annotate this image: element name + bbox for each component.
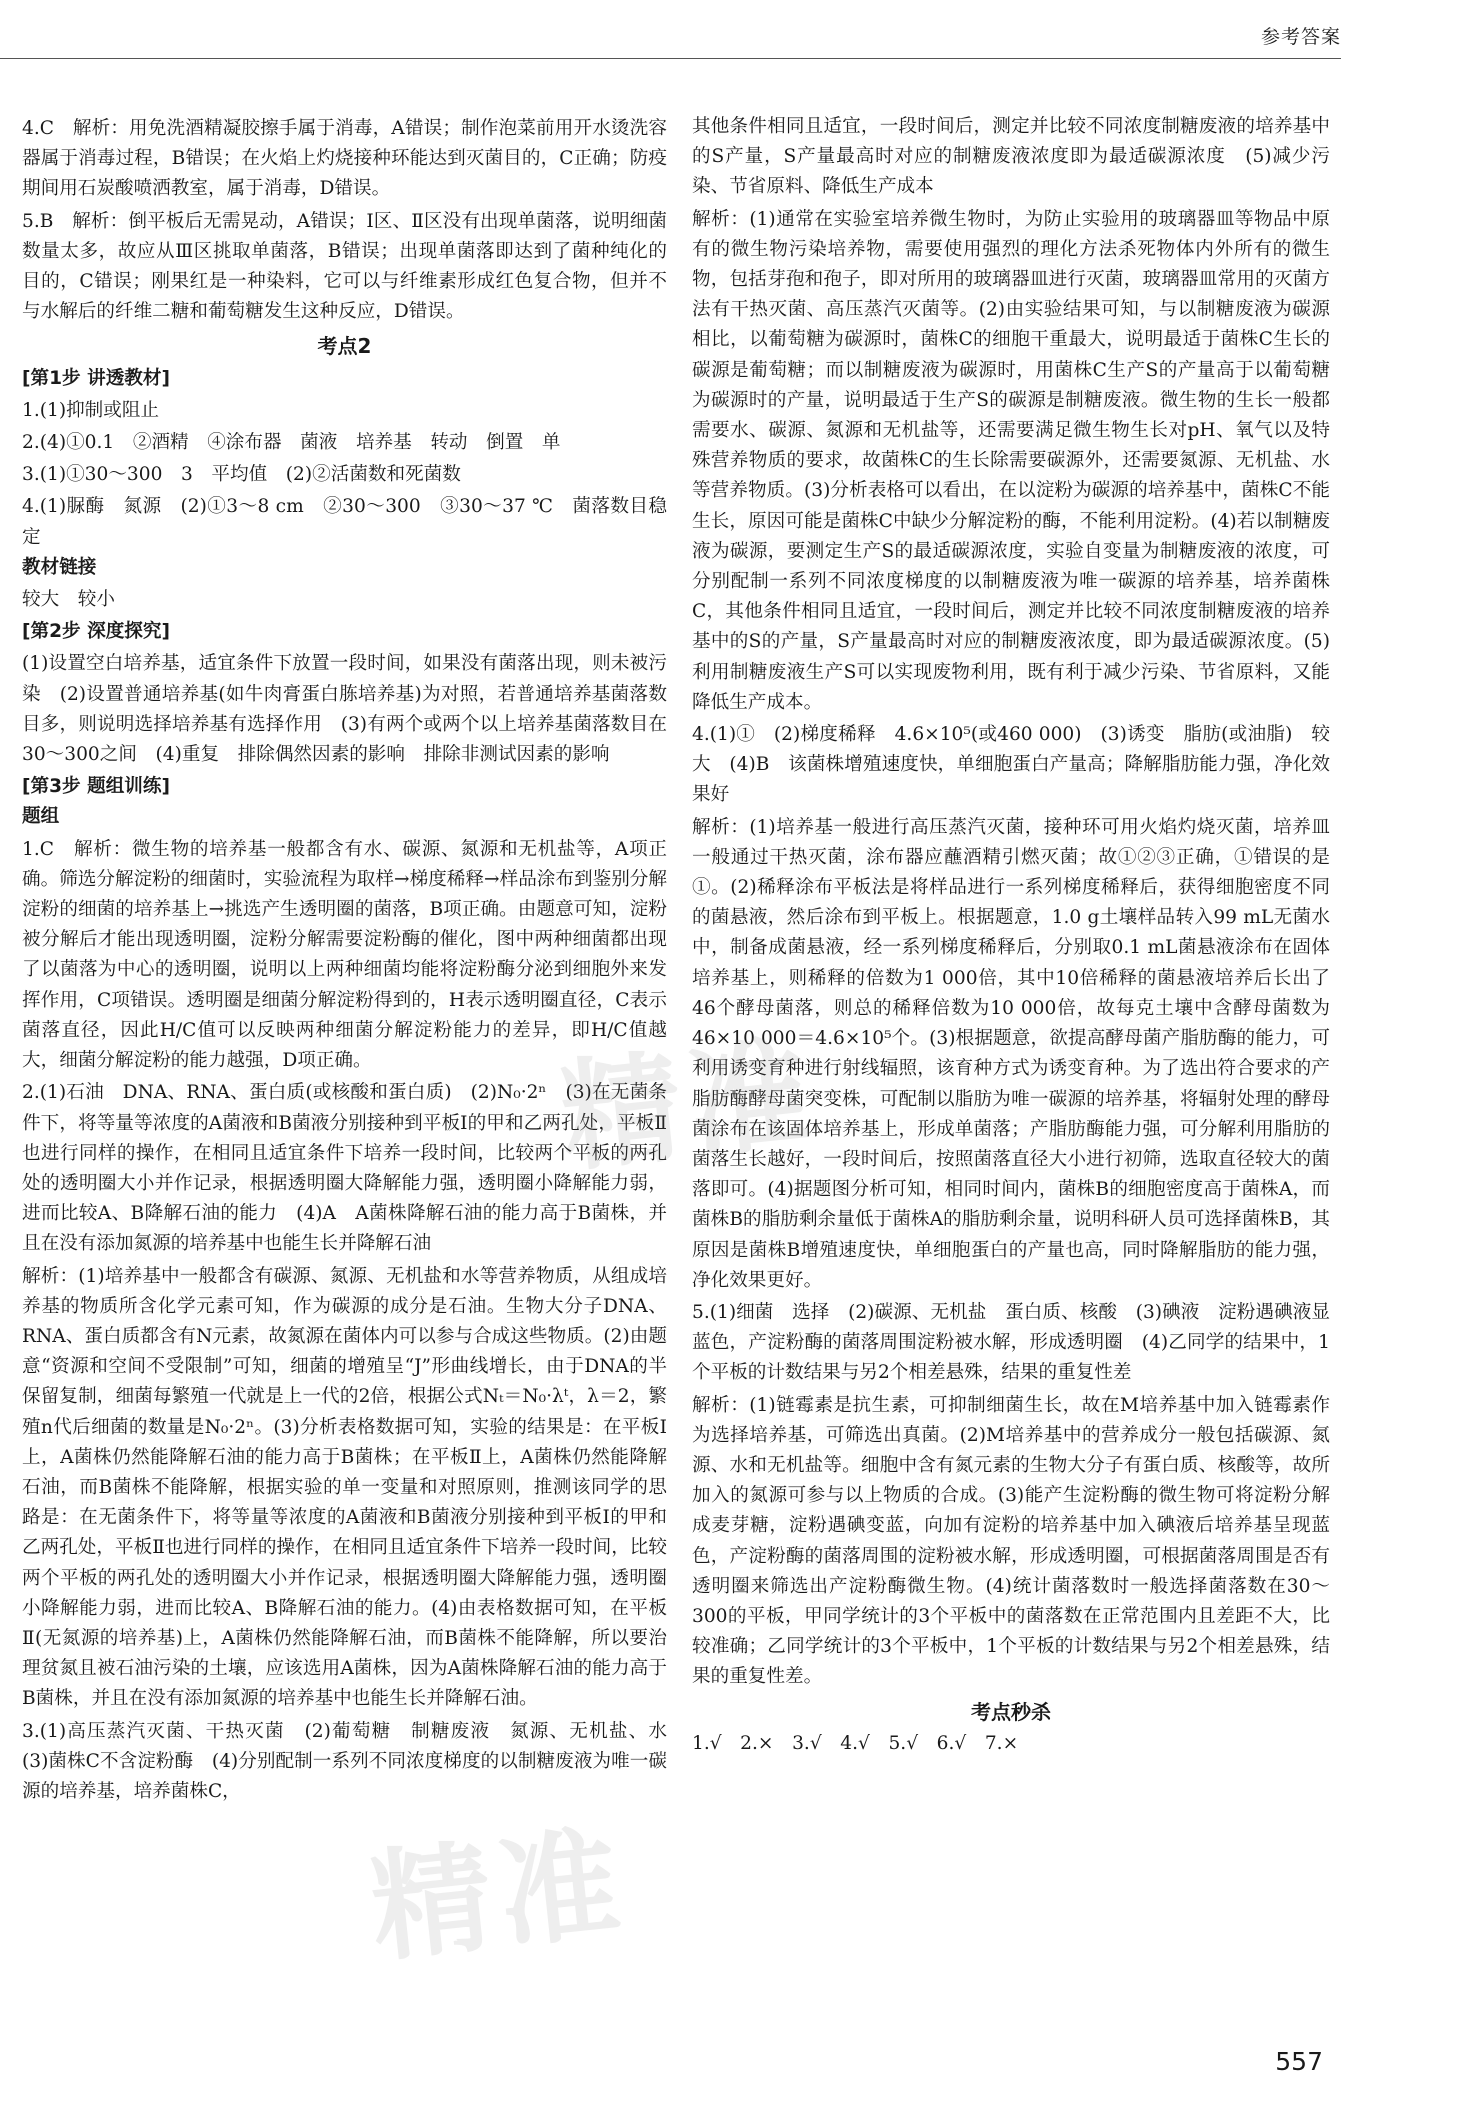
answer-paragraph: 1.(1)抑制或阻止 [22, 399, 160, 421]
answer-paragraph: 解析：(1)链霉素是抗生素，可抑制细菌生长，故在M培养基中加入链霉素作为选择培养基，可筛选出真菌。(2)M培养基中的营养成分一般包括碳源、氮源、水和无机盐等。细胞中含有氮元素的生物大分子有蛋白质、核酸等，故所加入的氮源可参与以上物质的合成。(3)能产生淀粉酶的微生物可将淀粉分解成麦芽糖，淀粉遇碘变蓝，向加有淀粉的培养基中加入碘液后培养基呈现蓝色，产淀粉酶的菌落周围的淀粉被水解，形成透明圈，可根据菌落周围是否有透明圈来筛选出产淀粉酶微生物。(4)统计菌落数时一般选择菌落数在30～300的平板，甲同学统计的3个平板中的菌落数在正常范围内且差距不大，比较准确；乙同学统计的3个平板中，1个平板的计数结果与另2个相差悬殊，结果的重复性差。 [692, 1394, 1330, 1688]
answer-paragraph: 4.C 解析：用免洗酒精凝胶擦手属于消毒，A错误；制作泡菜前用开水烫洗容器属于消毒过程，B错误；在火焰上灼烧接种环能达到灭菌目的，C正确；防疫期间用石炭酸喷洒教室，属于消毒，D错误。 [22, 118, 667, 200]
step-heading: [第1步 讲透教材] [22, 367, 170, 389]
watermark: 精准 [554, 1023, 824, 1189]
section-title: 考点秒杀 [971, 1699, 1051, 1724]
answer-paragraph: 解析：(1)培养基中一般都含有碳源、氮源、无机盐和水等营养物质，从组成培养基的物质所含化学元素可知，作为碳源的成分是石油。生物大分子DNA、RNA、蛋白质都含有N元素，故氮源在菌体内可以参与合成这些物质。(2)由题意“资源和空间不受限制”可知，细菌的增殖呈“J”形曲线增长，由于DNA的半保留复制，细菌每繁殖一代就是上一代的2倍，根据公式Nₜ＝N₀·λᵗ，λ＝2，繁殖n代后细菌的数量是N₀·2ⁿ。(3)分析表格数据可知，实验的结果是：在平板Ⅰ上，A菌株仍然能降解石油的能力高于B菌株；在平板Ⅱ上，A菌株仍然能降解石油，而B菌株不能降解，根据实验的单一变量和对照原则，推测该同学的思路是：在无菌条件下，将等量等浓度的A菌液和B菌液分别接种到平板Ⅰ的甲和乙两孔处，平板Ⅱ也进行同样的操作，在相同且适宜条件下培养一段时间，比较两个平板的两孔处的透明圈大小并作记录，根据透明圈大降解能力强，透明圈小降解能力弱，进而比较A、B降解石油的能力。(4)由表格数据可知，在平板Ⅱ(无氮源的培养基)上，A菌株仍然能降解石油，而B菌株不能降解，所以要治理贫氮且被石油污染的土壤，应该选用A菌株，因为A菌株降解石油的能力高于B菌株，并且在没有添加氮源的培养基中也能生长并降解石油。 [22, 1265, 667, 1710]
answer-paragraph: (1)设置空白培养基，适宜条件下放置一段时间，如果没有菌落出现，则未被污染 (2)设置普通培养基(如牛肉膏蛋白胨培养基)为对照，若普通培养基菌落数目多，则说明选择培养基有选择作用 (3)有两个或两个以上培养基菌落数目在30～300之间 (4)重复 排除偶然因素的影响 排除非测试因素的影响 [22, 653, 667, 766]
step-heading: [第2步 深度探究] [22, 621, 170, 643]
answer-paragraph: 3.(1)①30～300 3 平均值 (2)②活菌数和死菌数 [22, 464, 461, 486]
sub-heading: 教材链接 [22, 556, 97, 578]
answer-paragraph: 其他条件相同且适宜，一段时间后，测定并比较不同浓度制糖废液的培养基中的S产量，S产量最高时对应的制糖废液浓度即为最适碳源浓度 (5)减少污染、节省原料、降低生产成本 [692, 116, 1330, 198]
page-number: 557 [1275, 2047, 1323, 2076]
answer-paragraph: 3.(1)高压蒸汽灭菌、干热灭菌 (2)葡萄糖 制糖废液 氮源、无机盐、水 (3)菌株C不含淀粉酶 (4)分别配制一系列不同浓度梯度的以制糖废液为唯一碳源的培养基，培养菌株C， [22, 1720, 686, 1802]
answer-paragraph: 2.(4)①0.1 ②酒精 ④涂布器 菌液 培养基 转动 倒置 单 [22, 432, 561, 454]
left-column [22, 112, 686, 1807]
answer-paragraph: 1.C 解析：微生物的培养基一般都含有水、碳源、氮源和无机盐等，A项正确。筛选分解淀粉的细菌时，实验流程为取样→梯度稀释→样品涂布到鉴别分解淀粉的细菌的培养基上→挑选产生透明圈的菌落，B项正确。由题意可知，淀粉被分解后才能出现透明圈，淀粉分解需要淀粉酶的催化，图中两种细菌都出现了以菌落为中心的透明圈，说明以上两种细菌均能将淀粉酶分泌到细胞外来发挥作用，C项错误。透明圈是细菌分解淀粉得到的，H表示透明圈直径，C表示菌落直径，因此H/C值可以反映两种细菌分解淀粉能力的差异，即H/C值越大，细菌分解淀粉的能力越强，D项正确。 [22, 838, 667, 1072]
header-rule [0, 58, 1341, 59]
answer-paragraph: 4.(1)脲酶 氮源 (2)①3～8 cm ②30～300 ③30～37 ℃ 菌落数目稳定 [22, 496, 667, 548]
answer-paragraph: 5.(1)细菌 选择 (2)碳源、无机盐 蛋白质、核酸 (3)碘液 淀粉遇碘液显蓝色，产淀粉酶的菌落周围淀粉被水解，形成透明圈 (4)乙同学的结果中，1个平板的计数结果与另2个相差悬殊，结果的重复性差 [692, 1301, 1330, 1384]
watermark: 精准 [364, 1813, 634, 1979]
answer-paragraph: 4.(1)① (2)梯度稀释 4.6×10⁵(或460 000) (3)诱变 脂肪(或油脂) 较大 (4)B 该菌株增殖速度快，单细胞蛋白产量高；降解脂肪能力强，净化效果好 [692, 724, 1330, 806]
answer-paragraph: 5.B 解析：倒平板后无需晃动，A错误；Ⅰ区、Ⅱ区没有出现单菌落，说明细菌数量太多，故应从Ⅲ区挑取单菌落，B错误；出现单菌落即达到了菌种纯化的目的，C错误；刚果红是一种染料，它可以与纤维素形成红色复合物，但并不与水解后的纤维二糖和葡萄糖发生这种反应，D错误。 [22, 210, 667, 323]
answer-paragraph: 解析：(1)培养基一般进行高压蒸汽灭菌，接种环可用火焰灼烧灭菌，培养皿一般通过干热灭菌，涂布器应蘸酒精引燃灭菌；故①②③正确，①错误的是①。(2)稀释涂布平板法是将样品进行一系列梯度稀释后，获得细胞密度不同的菌悬液，然后涂布到平板上。根据题意，1.0 g土壤样品转入99 mL无菌水中，制备成菌悬液，经一系列梯度稀释后，分别取0.1 mL菌悬液涂布在固体培养基上，则稀释的倍数为1 000倍，其中10倍稀释的菌悬液培养后长出了46个酵母菌落，则总的稀释倍数为10 000倍，故每克土壤中含酵母菌数为46×10 000＝4.6×10⁵个。(3)根据题意，欲提高酵母菌产脂肪酶的能力，可利用诱变育种进行射线辐照，该育种方式为诱变育种。为了选出符合要求的产脂肪酶酵母菌突变株，可配制以脂肪为唯一碳源的培养基，将辐射处理的酵母菌涂布在该固体培养基上，形成单菌落；产脂肪酶能力强，可分解利用脂肪的菌落生长越好，一段时间后，按照菌落直径大小进行初筛，选取直径较大的菌落即可。(4)据题图分析可知，相同时间内，菌株B的细胞密度高于菌株A，而菌株B的脂肪剩余量低于菌株A的脂肪剩余量，说明科研人员可选择菌株B，其原因是菌株B增殖速度快，单细胞蛋白的产量也高，同时降解脂肪的能力强，净化效果更好。 [692, 816, 1330, 1291]
section-title: 考点2 [317, 334, 372, 359]
header-title: 参考答案 [1260, 26, 1341, 48]
sub-heading: 题组 [22, 806, 60, 828]
answer-paragraph: 2.(1)石油 DNA、RNA、蛋白质(或核酸和蛋白质) (2)N₀·2ⁿ (3)在无菌条件下，将等量等浓度的A菌液和B菌液分别接种到平板Ⅰ的甲和乙两孔处，平板Ⅱ也进行同样的操作，在相同且适宜条件下培养一段时间，比较两个平板的两孔处的透明圈大小并作记录，根据透明圈大降解能力强，透明圈小降解能力弱，进而比较A、B降解石油的能力 (4)A A菌株降解石油的能力高于B菌株，并且在没有添加氮源的培养基中也能生长并降解石油 [22, 1082, 667, 1255]
right-column [692, 110, 1330, 1759]
answer-paragraph: 1.√ 2.× 3.√ 4.√ 5.√ 6.√ 7.× [692, 1732, 1019, 1754]
step-heading: [第3步 题组训练] [22, 776, 170, 798]
answer-paragraph: 较大 较小 [22, 589, 115, 611]
answer-paragraph: 解析：(1)通常在实验室培养微生物时，为防止实验用的玻璃器皿等物品中原有的微生物污染培养物，需要使用强烈的理化方法杀死物体内外所有的微生物，包括芽孢和孢子，即对所用的玻璃器皿进行灭菌，玻璃器皿常用的灭菌方法有干热灭菌、高压蒸汽灭菌等。(2)由实验结果可知，与以制糖废液为碳源相比，以葡萄糖为碳源时，菌株C的细胞干重最大，说明最适于菌株C生长的碳源是葡萄糖；而以制糖废液为碳源时，用菌株C生产S的产量高于以葡萄糖为碳源时的产量，说明最适于生产S的碳源是制糖废液。微生物的生长一般都需要水、碳源、氮源和无机盐等，还需要满足微生物生长对pH、氧气以及特殊营养物质的要求，故菌株C的生长除需要碳源外，还需要氮源、无机盐、水等营养物质。(3)分析表格可以看出，在以淀粉为碳源的培养基中，菌株C不能生长，原因可能是菌株C中缺少分解淀粉的酶，不能利用淀粉。(4)若以制糖废液为碳源，要测定生产S的最适碳源浓度，实验自变量为制糖废液的浓度，可分别配制一系列不同浓度梯度的以制糖废液为唯一碳源的培养基，培养菌株C，其他条件相同且适宜，一段时间后，测定并比较不同浓度制糖废液的培养基中的S的产量，S产量最高时对应的制糖废液浓度，即为最适碳源浓度。(5)利用制糖废液生产S可以实现废物利用，既有利于减少污染、节省原料，又能降低生产成本。 [692, 208, 1330, 713]
